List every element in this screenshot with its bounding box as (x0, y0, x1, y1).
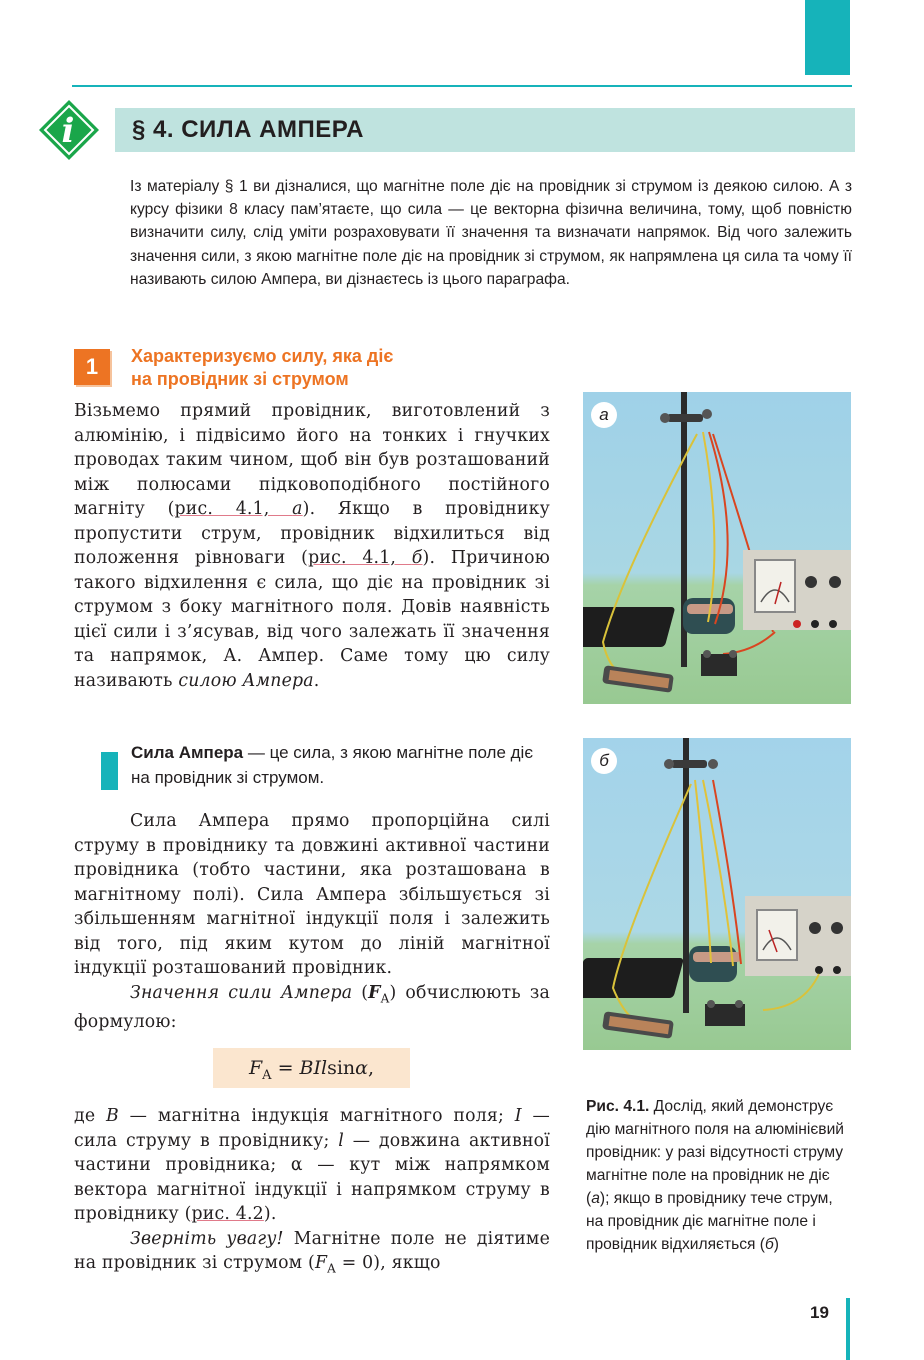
formula-tail: , (368, 1057, 375, 1079)
p4-italic: Зверніть увагу! (130, 1228, 284, 1249)
subsection-heading (131, 345, 551, 391)
formula-box (213, 1048, 410, 1088)
p3-d: — довжина активної частини провідника; α — кут між напрямком вектора магнітної індукції і напрямком струму в провіднику ( (74, 1130, 550, 1224)
page-number-bar (846, 1298, 850, 1360)
figure-4-1-a (583, 392, 851, 704)
p1-end: . (313, 670, 320, 691)
formula-eq: = (271, 1057, 300, 1079)
p1-text-b: ). Якщо в провіднику пропустити струм, провідник відхилиться від положення рівноваги ( (74, 499, 551, 568)
p4-a: Магнітне поле не діятиме на провідник зі струмом ( (74, 1228, 550, 1273)
definition-text: — це сила, з якою магнітне поле діє на провідник зі струмом. (131, 743, 534, 787)
p2b-rest: ) обчислюють за формулою: (74, 982, 550, 1033)
p1-text-c: ). Причиною такого відхилення є сила, що діє на провідник зі струмом з боку магнітного поля. Довів наявність цієї сили і з’ясував, від чого залежать її значення та напрямок, А. Ампер. Саме тому цю силу називають (74, 548, 550, 691)
caption-label: Рис. 4.1. (586, 1098, 650, 1115)
p3-a: де (74, 1106, 106, 1126)
intro-paragraph: Із матеріалу § 1 ви дізналися, що магнітне поле діє на провідник зі струмом із деякою силою. А з курсу фізики 8 класу пам’ятаєте, що сила — це векторна фізична величина, тому, щоб повністю визначити силу, слід уміти розраховувати її значення та визначати напрямок. Від чого залежить значення сили, з якою магнітне поле діє на провідник зі струмом, як напрямлена ця сила та чому її називають силою Ампера, ви дізнаєтесь із цього параграфа. (130, 178, 852, 288)
figure-ref-4-2[interactable]: рис. 4.2 (191, 1204, 264, 1224)
definition-marker (101, 752, 118, 790)
p2b-F: F (368, 982, 381, 1003)
p3-I: I (514, 1106, 522, 1126)
formula-alpha: α (355, 1057, 368, 1079)
p2b-italic: Значення сили Ампера (130, 982, 353, 1003)
formula-sin: sin (327, 1057, 356, 1079)
info-icon-letter: i (61, 111, 75, 151)
top-accent-tab (805, 0, 850, 75)
ref1-text: рис. 4.1, (174, 499, 293, 519)
p3-e: ). (263, 1204, 277, 1224)
p2b-sub: A (380, 990, 390, 1005)
caption-text-3: ) (773, 1236, 779, 1253)
caption-text-2: ); якщо в провіднику тече струм, на провідник діє магнітне поле і провідник відхиляється ( (586, 1190, 833, 1253)
formula-rhs: BIl (299, 1057, 328, 1079)
p4-sub: A (327, 1261, 337, 1276)
info-icon (37, 98, 101, 162)
figure-label-a: а (591, 402, 617, 428)
p3-l: l (338, 1130, 344, 1151)
caption-text-1: Дослід, який демонструє дію магнітного поля на алюмінієвий провідник: у разі відсутності струму магнітне поле на провідник не діє ( (586, 1098, 845, 1207)
paragraph-3-main (74, 1104, 550, 1227)
p3-c: — сила струму в провіднику; (74, 1106, 551, 1151)
figure-ref-4-1-b[interactable] (308, 548, 422, 568)
page-number: 19 (810, 1303, 829, 1322)
ref2-letter: б (411, 548, 423, 568)
header-divider (72, 85, 852, 87)
subsection-heading-line2: на провідник зі струмом (131, 369, 349, 389)
p1-text-a: Візьмемо прямий провідник, виготовлений з алюмінію, і підвісимо його на тонких і гнучких проводах таким чином, щоб він був розташований між полюсами підковоподібного постійного магніту ( (74, 401, 550, 519)
experiment-photo-b (583, 738, 851, 1050)
caption-b: б (765, 1236, 774, 1253)
paragraph-1 (74, 399, 550, 693)
p3-b: — магнітна індукція магнітного поля; (118, 1106, 515, 1126)
paragraph-4 (74, 1227, 550, 1281)
experiment-photo-a (583, 392, 851, 704)
definition-box (131, 740, 551, 790)
p4-b: = 0), якщо (336, 1253, 441, 1273)
subsection-number: 1 (74, 349, 110, 385)
figure-ref-4-1-a[interactable] (175, 499, 303, 519)
p4-F: F (314, 1253, 328, 1273)
paragraph-2 (74, 809, 550, 1035)
figure-caption (586, 1095, 854, 1256)
formula-F: F (248, 1057, 263, 1079)
paragraph-3 (74, 1104, 550, 1281)
p3-B: B (106, 1106, 119, 1126)
figure-label-b: б (591, 748, 617, 774)
p2b-open: ( (352, 982, 369, 1003)
term-ampere-force: силою Ампера (178, 670, 314, 691)
formula-sub: A (262, 1067, 272, 1083)
ref2-text: рис. 4.1, (308, 548, 412, 568)
definition-term: Сила Ампера (131, 743, 244, 762)
subsection-heading-line1: Характеризуємо силу, яка діє (131, 346, 394, 366)
paragraph-2-main: Сила Ампера прямо пропорційна силі струму в провіднику та довжині активної частини провідника (тобто частини, яка розташована в магнітному полі). Сила Ампера збільшується зі збільшенням магнітної індукції поля і залежить від того, під яким кутом до ліній магнітної індукції розташований провідник. (74, 811, 550, 978)
ref1-letter: а (292, 499, 303, 519)
caption-a: а (591, 1190, 600, 1207)
section-title: § 4. СИЛА АМПЕРА (132, 116, 364, 143)
paragraph-2-formula-intro (74, 981, 550, 1035)
figure-4-1-b (583, 738, 851, 1050)
